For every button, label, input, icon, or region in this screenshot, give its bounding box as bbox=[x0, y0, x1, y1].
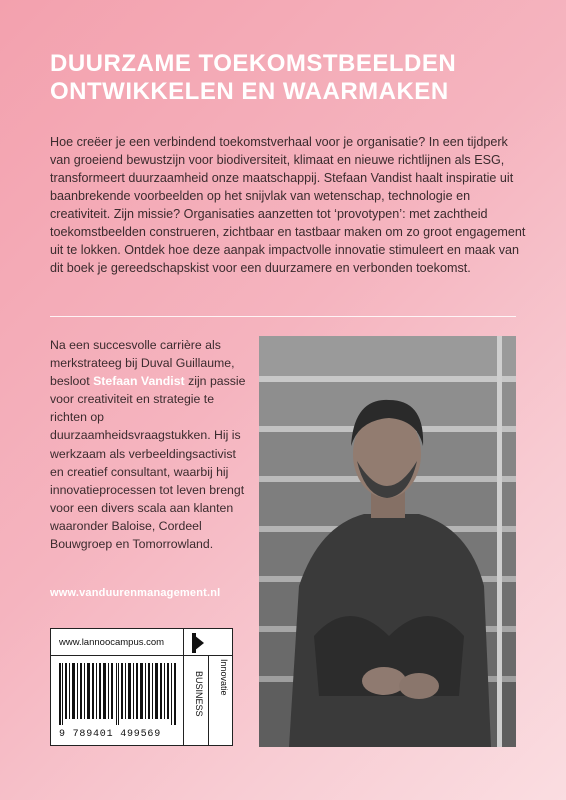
author-bio bbox=[50, 336, 250, 553]
website-link[interactable]: www.vanduurenmanagement.nl bbox=[50, 587, 221, 599]
isbn-number: 9 789401 499569 bbox=[59, 729, 162, 740]
subcategory-label: Innovatie bbox=[219, 659, 229, 696]
author-name: Stefaan Vandist bbox=[93, 374, 185, 389]
title-line-2: ONTWIKKELEN EN WAARMAKEN bbox=[50, 78, 449, 105]
barcode-divider-vertical-2 bbox=[208, 655, 209, 745]
barcode-icon bbox=[59, 663, 177, 725]
barcode-divider-vertical bbox=[183, 629, 184, 745]
title-line-1: DUURZAME TOEKOMSTBEELDEN bbox=[50, 50, 457, 77]
publisher-logo-icon bbox=[192, 633, 206, 658]
intro-text: Hoe creëer je een verbindend toekomstverhaal voor je organisatie? In een tijdperk van groeiend bewustzijn voor biodiversiteit, klimaat en nieuwe richtlijnen als ESG, transformeert duurzaamheid onze maatschappij. Stefaan Vandist haalt inspiratie uit baanbrekende voorbeelden op het snijvlak van wetenschap, technologie en creativiteit. Zijn missie? Organisaties aanzetten tot ‘provotypen’: met zachtheid toekomstbeelden construeren, zichtbaar en tastbaar maken om zo groot engagement uit te lokken. Ontdek hoe deze aanpak impactvolle innovatie stimuleert en maak van dit boek je gereedschapskist voor een duurzamere en verbonden toekomst. bbox=[50, 135, 526, 275]
divider bbox=[50, 316, 516, 317]
publisher-url: www.lannoocampus.com bbox=[59, 637, 165, 648]
barcode-panel bbox=[50, 628, 233, 746]
category-label: BUSINESS bbox=[194, 671, 204, 717]
author-photo bbox=[259, 336, 516, 747]
bio-after: zijn passie voor creativiteit en strategie te richten op duurzaamheidsvraagstukken. Hij is werkzaam als verbeeldingsactivist en creatief consultant, waarbij hij innovatieprocessen tot leven brengt voor een divers scala aan klanten waaronder Baloise, Cordeel Bouwgroep en Tomorrowland. bbox=[50, 374, 246, 552]
bio-before: Na een succesvolle carrière als merkstrateeg bij Duval Guillaume, besloot bbox=[50, 338, 235, 389]
book-title bbox=[50, 50, 520, 106]
